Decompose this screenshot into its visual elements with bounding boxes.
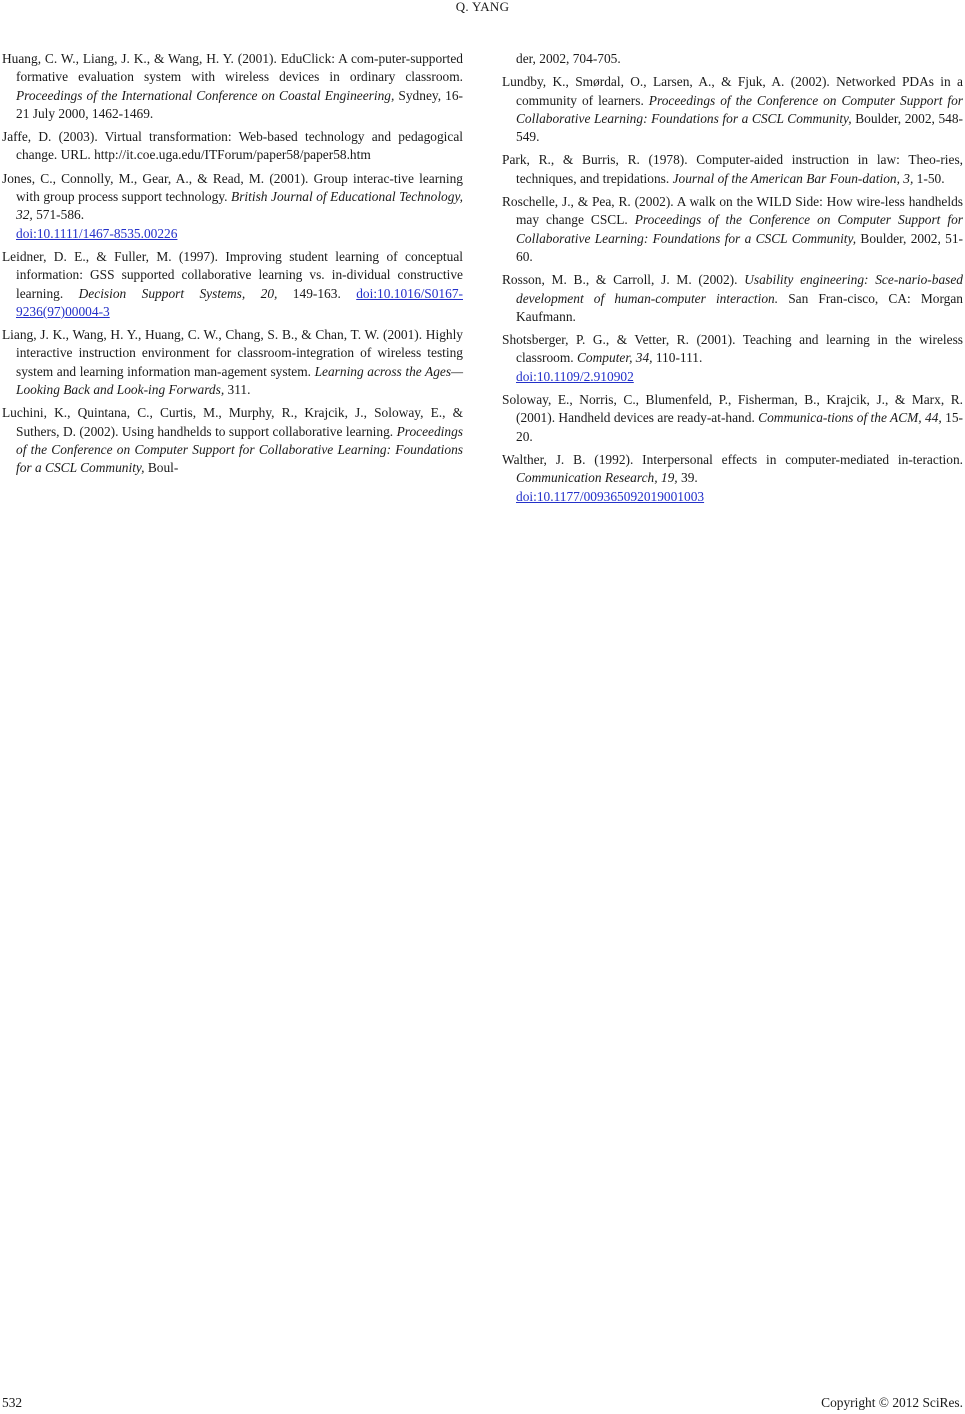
reference-entry: Park, R., & Burris, R. (1978). Computer-aided instruction in law: Theo-ries, techniques, and trepidations. Journal of the American Bar Foun-dation, 3, 1-50.: [502, 152, 963, 186]
reference-entry: Liang, J. K., Wang, H. Y., Huang, C. W., Chang, S. B., & Chan, T. W. (2001). Highly interactive instruction environment for classroom-integration of wireless testing system and learning information man-agement system. Learning across the Ages—Looking Back and Look-ing Forwards, 311.: [2, 327, 463, 398]
reference-entry: Jaffe, D. (2003). Virtual transformation: Web-based technology and pedagogical change. URL. http://it.coe.uga.edu/ITForum/paper58/paper58.htm: [2, 129, 463, 163]
doi-link[interactable]: doi:10.1016/S0167-9236(97)00004-3: [16, 285, 463, 319]
reference-entry: Roschelle, J., & Pea, R. (2002). A walk on the WILD Side: How wire-less handhelds may change CSCL. Proceedings of the Conference on Computer Support for Collaborative Learning: Foundations for a CSCL Community, Boulder, 2002, 51-60.: [502, 194, 964, 264]
reference-entry: Jones, C., Connolly, M., Gear, A., & Read, M. (2001). Group interac-tive learning with group process support technology. British Journal of Educational Technology, 32, 571-586. doi:10.1111/1467-8535.00226: [2, 170, 464, 241]
reference-entry: Leidner, D. E., & Fuller, M. (1997). Improving student learning of conceptual information: GSS supported collaborative learning vs. in-dividual constructive learning. Decision Support Systems, 20, 149-163. doi:10.1016/S0167-9236(97)00004-3: [2, 248, 463, 319]
reference-entry: Lundby, K., Smørdal, O., Larsen, A., & Fjuk, A. (2002). Networked PDAs in a community of learners. Proceedings of the Conference on Computer Support for Collaborative Learning: Foundations for a CSCL Community, Boulder, 2002, 548-549.: [502, 74, 964, 145]
doi-link[interactable]: doi:10.1109/2.910902: [516, 368, 634, 384]
reference-column-right: [502, 50, 963, 511]
reference-entry: Shotsberger, P. G., & Vetter, R. (2001). Teaching and learning in the wireless classroom. Computer, 34, 110-111. doi:10.1109/2.910902: [502, 332, 963, 384]
reference-entry: Rosson, M. B., & Carroll, J. M. (2002). Usability engineering: Sce-nario-based development of human-computer interaction. San Fran-cisco, CA: Morgan Kaufmann.: [502, 272, 963, 324]
reference-entry: Huang, C. W., Liang, J. K., & Wang, H. Y. (2001). EduClick: A com-puter-supported formative evaluation system with wireless devices in ordinary classroom. Proceedings of the International Conference on Coastal Engineering, Sydney, 16-21 July 2000, 1462-1469.: [2, 51, 464, 121]
reference-entry: Walther, J. B. (1992). Interpersonal effects in computer-mediated in-teraction. Communication Research, 19, 39. doi:10.1177/009365092019001003: [502, 451, 963, 504]
doi-link[interactable]: doi:10.1111/1467-8535.00226: [16, 225, 178, 241]
page-number: 532: [2, 1395, 23, 1410]
copyright-notice: Copyright © 2012 SciRes.: [821, 1395, 963, 1410]
reference-column-left: [2, 50, 463, 483]
running-head: Q. YANG: [455, 0, 510, 14]
reference-entry: Soloway, E., Norris, C., Blumenfeld, P., Fisherman, B., Krajcik, J., & Marx, R. (2001). Handheld devices are ready-at-hand. Communica-tions of the ACM, 44, 15-20.: [502, 392, 963, 444]
reference-continuation: der, 2002, 704-705.: [516, 51, 621, 66]
reference-entry: Luchini, K., Quintana, C., Curtis, M., Murphy, R., Krajcik, J., Soloway, E., & Suthers, D. (2002). Using handhelds to support collaborative learning. Proceedings of the Conference on Computer Support for Collaborative Learning: Foundations for a CSCL Community, Boul-: [2, 405, 463, 476]
doi-link[interactable]: doi:10.1177/009365092019001003: [516, 488, 705, 504]
